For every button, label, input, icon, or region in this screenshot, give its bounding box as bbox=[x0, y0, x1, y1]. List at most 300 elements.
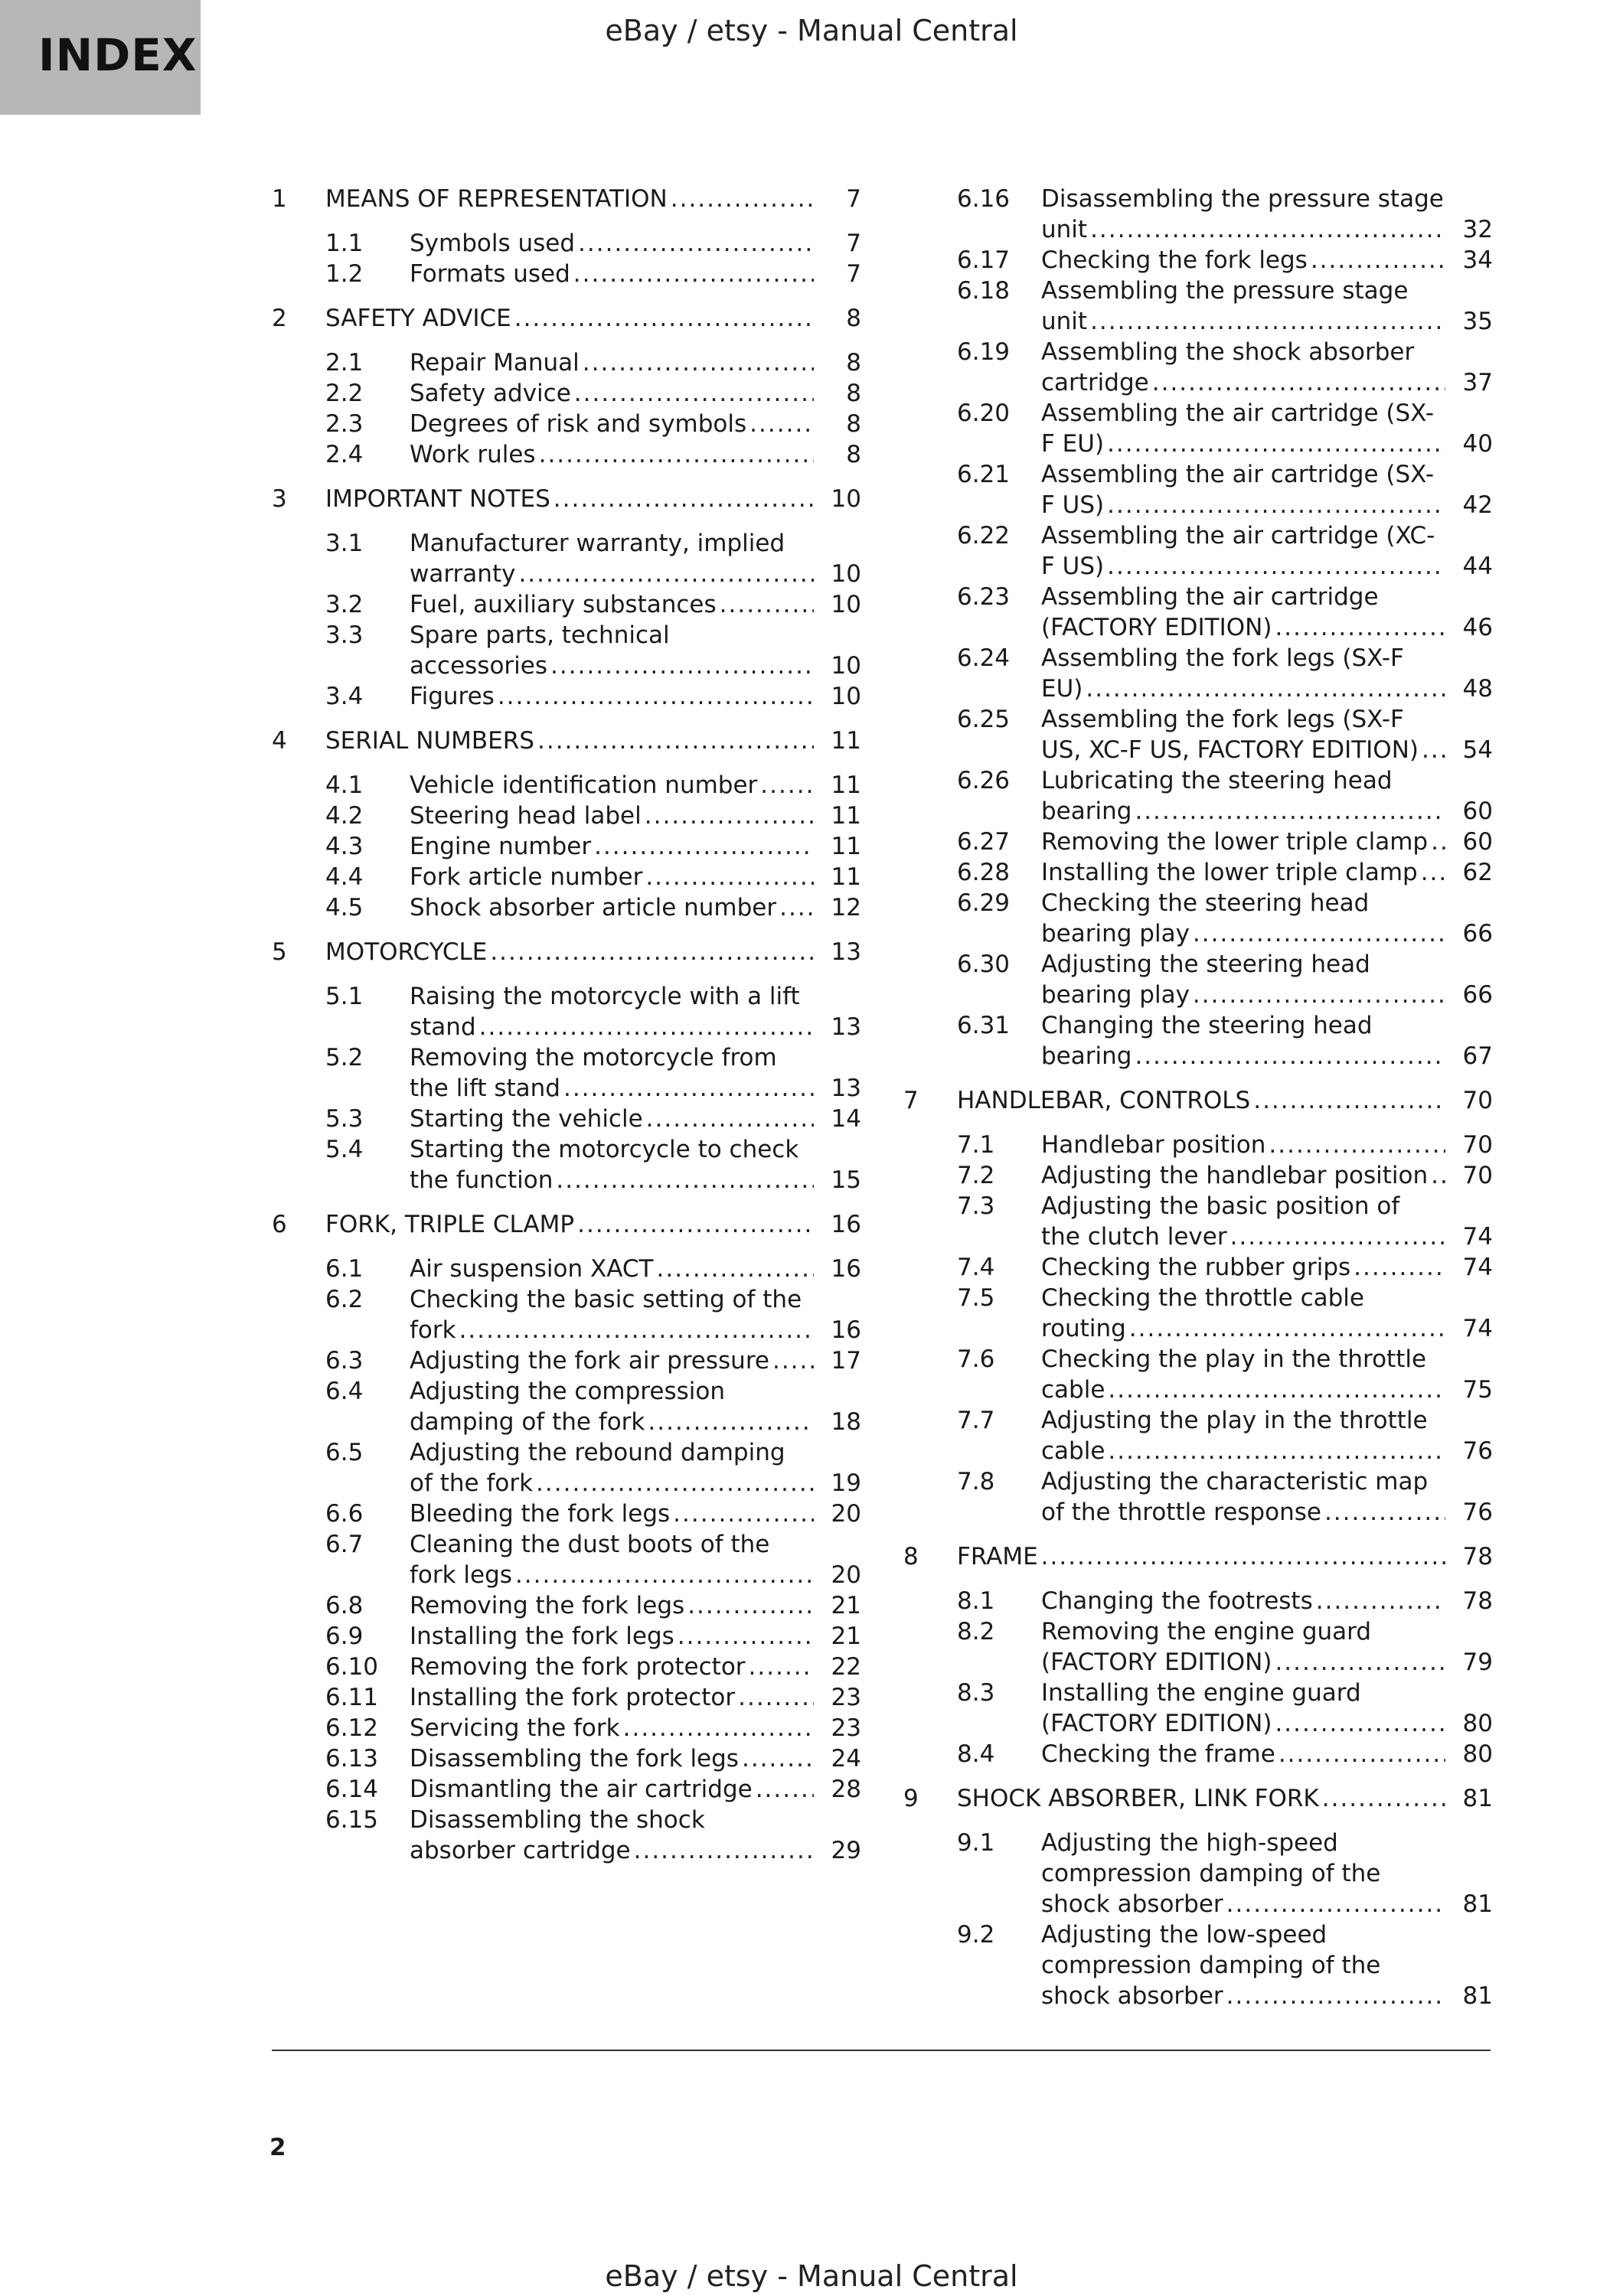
toc-chapter bbox=[903, 1541, 1493, 1769]
toc-section-number: 6.23 bbox=[957, 583, 1011, 611]
toc-section-row bbox=[272, 1590, 861, 1621]
toc-section-number: 5.4 bbox=[325, 1136, 364, 1163]
toc-section-title: Removing the lower triple clamp bbox=[1041, 828, 1429, 856]
toc-chapter-title: HANDLEBAR, CONTROLS bbox=[957, 1087, 1251, 1114]
toc-section-row bbox=[903, 949, 1493, 1010]
toc-chapter bbox=[272, 1209, 861, 1866]
toc-section-title: Figures bbox=[410, 683, 495, 710]
toc-section-title: Installing the fork legs bbox=[410, 1623, 674, 1650]
toc-section-title: Assembling the pressure stage unit bbox=[1041, 277, 1409, 335]
toc-section-row bbox=[903, 1678, 1493, 1739]
toc-chapter-title: IMPORTANT NOTES bbox=[325, 485, 550, 513]
toc-section-number: 9.1 bbox=[957, 1829, 995, 1857]
toc-chapter-page: 16 bbox=[831, 1211, 861, 1238]
toc-section-title: Raising the motorcycle with a lift stand bbox=[410, 983, 800, 1041]
toc-chapter-title: MEANS OF REPRESENTATION bbox=[325, 185, 668, 213]
toc-section-title: Servicing the fork bbox=[410, 1714, 620, 1742]
toc-section-entry[interactable] bbox=[410, 259, 861, 289]
toc-section-entry[interactable] bbox=[410, 1682, 861, 1713]
toc-section-entry[interactable] bbox=[1041, 857, 1493, 888]
toc-section-number: 7.1 bbox=[957, 1131, 995, 1159]
toc-section-entry[interactable] bbox=[1041, 1252, 1493, 1283]
toc-section-page: 76 bbox=[1462, 1437, 1493, 1465]
toc-section-page: 20 bbox=[831, 1500, 861, 1528]
toc-section-number: 2.1 bbox=[325, 349, 364, 377]
toc-chapter-heading bbox=[272, 726, 861, 756]
toc-chapter-heading bbox=[272, 184, 861, 214]
toc-section-number: 7.5 bbox=[957, 1284, 995, 1312]
toc-chapter-number: 2 bbox=[272, 305, 287, 332]
toc-section-entry[interactable] bbox=[410, 1042, 861, 1104]
toc-section-title: Manufacturer warranty, implied warranty bbox=[410, 530, 785, 588]
toc-section-entry[interactable] bbox=[410, 1376, 861, 1437]
toc-chapter-page: 10 bbox=[831, 485, 861, 513]
toc-section-number: 6.3 bbox=[325, 1347, 364, 1375]
toc-section-entry[interactable] bbox=[1041, 1828, 1493, 1919]
toc-section-row bbox=[272, 831, 861, 862]
toc-section-number: 6.7 bbox=[325, 1531, 364, 1558]
toc-section-row bbox=[272, 1652, 861, 1682]
toc-section-entry[interactable] bbox=[1041, 1616, 1493, 1678]
toc-section-entry[interactable] bbox=[1041, 1283, 1493, 1344]
toc-chapter-page: 11 bbox=[831, 727, 861, 755]
toc-section-title: Adjusting the handlebar position bbox=[1041, 1162, 1429, 1189]
toc-section-page: 13 bbox=[831, 1075, 861, 1102]
toc-section-page: 11 bbox=[831, 771, 861, 799]
toc-section-title: Checking the rubber grips bbox=[1041, 1254, 1351, 1281]
footer-divider bbox=[272, 2050, 1491, 2051]
toc-section-row bbox=[903, 1160, 1493, 1191]
toc-section-title: Assembling the shock absorber cartridge bbox=[1041, 338, 1415, 396]
toc-section-page: 11 bbox=[831, 833, 861, 860]
toc-section-entry[interactable] bbox=[1041, 1010, 1493, 1071]
toc-chapter-page: 13 bbox=[831, 938, 861, 966]
toc-section-entry[interactable] bbox=[1041, 1919, 1493, 2011]
toc-section-number: 6.30 bbox=[957, 951, 1011, 978]
toc-section-entry[interactable] bbox=[1041, 459, 1493, 520]
toc-section-title: Removing the fork protector bbox=[410, 1653, 746, 1681]
toc-section-row bbox=[272, 1042, 861, 1104]
toc-section-number: 6.15 bbox=[325, 1806, 379, 1834]
toc-chapter bbox=[272, 184, 861, 289]
toc-section-number: 4.3 bbox=[325, 833, 364, 860]
toc-section-page: 46 bbox=[1462, 614, 1493, 641]
toc-section-entry[interactable] bbox=[410, 347, 861, 378]
toc-chapter-entry[interactable] bbox=[325, 726, 861, 756]
toc-section-entry[interactable] bbox=[410, 981, 861, 1042]
toc-section-title: Vehicle identification number bbox=[410, 771, 758, 799]
toc-chapter-number: 8 bbox=[903, 1543, 919, 1570]
toc-chapter bbox=[272, 303, 861, 470]
toc-section-number: 2.2 bbox=[325, 380, 364, 407]
toc-section-title: Adjusting the rebound damping of the fork bbox=[410, 1439, 785, 1497]
toc-section-entry[interactable] bbox=[410, 1499, 861, 1529]
toc-section-number: 6.12 bbox=[325, 1714, 379, 1742]
toc-chapter bbox=[903, 184, 1493, 1071]
toc-section-row bbox=[903, 398, 1493, 459]
toc-section-page: 22 bbox=[831, 1653, 861, 1681]
toc-section-entry[interactable] bbox=[410, 1652, 861, 1682]
toc-section-entry[interactable] bbox=[410, 1345, 861, 1376]
toc-section-entry[interactable] bbox=[410, 1134, 861, 1195]
toc-chapter bbox=[272, 726, 861, 923]
toc-section-entry[interactable] bbox=[1041, 949, 1493, 1010]
toc-section-number: 6.26 bbox=[957, 767, 1011, 794]
toc-section-entry[interactable] bbox=[1041, 765, 1493, 827]
toc-section-entry[interactable] bbox=[1041, 827, 1493, 857]
toc-section-number: 6.27 bbox=[957, 828, 1011, 856]
toc-section-page: 80 bbox=[1462, 1710, 1493, 1737]
toc-section-entry[interactable] bbox=[410, 1774, 861, 1805]
toc-section-entry[interactable] bbox=[410, 589, 861, 620]
toc-section-row bbox=[272, 439, 861, 470]
toc-section-title: Changing the steering head bearing bbox=[1041, 1012, 1373, 1070]
toc-section-entry[interactable] bbox=[410, 228, 861, 259]
toc-section-page: 34 bbox=[1462, 246, 1493, 274]
toc-section-title: Symbols used bbox=[410, 230, 576, 257]
toc-section-title: Steering head label bbox=[410, 802, 642, 830]
toc-chapter-entry[interactable] bbox=[957, 1783, 1493, 1814]
toc-chapter-title: FORK, TRIPLE CLAMP bbox=[325, 1211, 575, 1238]
toc-section-title: Installing the engine guard (FACTORY EDITION) bbox=[1041, 1679, 1361, 1737]
toc-section-title: Shock absorber article number bbox=[410, 894, 777, 921]
toc-section-number: 6.4 bbox=[325, 1378, 364, 1405]
toc-chapter bbox=[903, 1783, 1493, 2011]
toc-section-entry[interactable] bbox=[1041, 245, 1493, 276]
toc-section-entry[interactable] bbox=[410, 1590, 861, 1621]
toc-section-entry[interactable] bbox=[410, 1104, 861, 1134]
toc-section-title: Checking the steering head bearing play bbox=[1041, 889, 1370, 947]
toc-section-entry[interactable] bbox=[410, 892, 861, 923]
toc-section-title: Assembling the air cartridge (FACTORY EDITION) bbox=[1041, 583, 1379, 641]
toc-section-entry[interactable] bbox=[410, 528, 861, 589]
toc-chapter-entry[interactable] bbox=[957, 1085, 1493, 1116]
toc-section-title: Adjusting the steering head bearing play bbox=[1041, 951, 1370, 1009]
toc-section-number: 6.17 bbox=[957, 246, 1011, 274]
toc-section-number: 1.2 bbox=[325, 260, 364, 288]
toc-section-entry[interactable] bbox=[410, 409, 861, 439]
toc-section-number: 6.9 bbox=[325, 1623, 364, 1650]
toc-chapter-heading bbox=[903, 1085, 1493, 1116]
toc-section-title: Work rules bbox=[410, 441, 536, 468]
toc-section-entry[interactable] bbox=[410, 620, 861, 681]
toc-chapter-heading bbox=[272, 937, 861, 967]
toc-section-row bbox=[903, 276, 1493, 337]
toc-section-number: 4.1 bbox=[325, 771, 364, 799]
toc-section-page: 78 bbox=[1462, 1587, 1493, 1615]
toc-section-page: 75 bbox=[1462, 1376, 1493, 1404]
toc-chapter-page: 70 bbox=[1462, 1087, 1493, 1114]
toc-chapter-number: 4 bbox=[272, 727, 287, 755]
toc-section-title: Changing the footrests bbox=[1041, 1587, 1313, 1615]
toc-section-title: Starting the motorcycle to check the function bbox=[410, 1136, 799, 1194]
toc-section-row bbox=[272, 1134, 861, 1195]
toc-section-title: Adjusting the play in the throttle cable bbox=[1041, 1407, 1428, 1465]
toc-section-row bbox=[272, 1376, 861, 1437]
toc-section-page: 24 bbox=[831, 1745, 861, 1773]
toc-section-row bbox=[903, 765, 1493, 827]
toc-section-row bbox=[272, 1774, 861, 1805]
toc-column-right bbox=[903, 184, 1493, 2011]
toc-chapter bbox=[272, 937, 861, 1195]
toc-chapter-page: 8 bbox=[846, 305, 861, 332]
toc-section-number: 7.2 bbox=[957, 1162, 995, 1189]
toc-chapter-page: 81 bbox=[1462, 1785, 1493, 1812]
footer-watermark: eBay / etsy - Manual Central bbox=[605, 2259, 1018, 2293]
toc-section-number: 6.6 bbox=[325, 1500, 364, 1528]
toc-section-row bbox=[903, 857, 1493, 888]
toc-section-number: 6.1 bbox=[325, 1255, 364, 1283]
toc-section-title: Removing the motorcycle from the lift stand bbox=[410, 1044, 777, 1102]
toc-section-number: 5.2 bbox=[325, 1044, 364, 1071]
toc-section-title: Checking the throttle cable routing bbox=[1041, 1284, 1364, 1342]
toc-section-number: 6.8 bbox=[325, 1592, 364, 1619]
toc-section-row bbox=[272, 1805, 861, 1866]
toc-section-title: Removing the fork legs bbox=[410, 1592, 685, 1619]
toc-chapter-page: 78 bbox=[1462, 1543, 1493, 1570]
toc-section-title: Disassembling the pressure stage unit bbox=[1041, 185, 1444, 243]
toc-section-entry[interactable] bbox=[1041, 582, 1493, 643]
toc-chapter-entry[interactable] bbox=[325, 303, 861, 334]
toc-section-page: 48 bbox=[1462, 675, 1493, 703]
toc-section-row bbox=[272, 589, 861, 620]
toc-chapter-entry[interactable] bbox=[325, 484, 861, 514]
toc-section-page: 18 bbox=[831, 1408, 861, 1436]
toc-section-row bbox=[272, 1254, 861, 1284]
toc-chapter-number: 3 bbox=[272, 485, 287, 513]
toc-section-number: 3.1 bbox=[325, 530, 364, 557]
toc-section-title: Bleeding the fork legs bbox=[410, 1500, 671, 1528]
toc-chapter-title: SAFETY ADVICE bbox=[325, 305, 511, 332]
toc-section-page: 23 bbox=[831, 1714, 861, 1742]
toc-section-row bbox=[272, 981, 861, 1042]
toc-section-page: 8 bbox=[846, 410, 861, 438]
toc-section-number: 6.25 bbox=[957, 706, 1011, 733]
toc-section-number: 4.4 bbox=[325, 863, 364, 891]
toc-section-entry[interactable] bbox=[1041, 276, 1493, 337]
toc-section-entry[interactable] bbox=[1041, 704, 1493, 765]
toc-section-row bbox=[903, 1919, 1493, 2011]
toc-section-row bbox=[903, 1344, 1493, 1405]
toc-section-entry[interactable] bbox=[1041, 888, 1493, 949]
toc-section-entry[interactable] bbox=[1041, 1405, 1493, 1466]
toc-chapter-number: 7 bbox=[903, 1087, 919, 1114]
toc-section-row bbox=[272, 620, 861, 681]
toc-section-entry[interactable] bbox=[1041, 184, 1493, 245]
toc-section-entry[interactable] bbox=[410, 1284, 861, 1345]
toc-section-row bbox=[272, 378, 861, 409]
toc-section-row bbox=[903, 704, 1493, 765]
toc-section-row bbox=[903, 1130, 1493, 1160]
toc-chapter-title: SERIAL NUMBERS bbox=[325, 727, 534, 755]
toc-section-entry[interactable] bbox=[1041, 1466, 1493, 1528]
toc-section-title: Installing the fork protector bbox=[410, 1684, 736, 1711]
toc-section-number: 6.20 bbox=[957, 400, 1011, 427]
toc-section-row bbox=[272, 862, 861, 892]
toc-section-number: 3.3 bbox=[325, 621, 364, 649]
toc-section-page: 74 bbox=[1462, 1315, 1493, 1342]
toc-section-page: 67 bbox=[1462, 1042, 1493, 1070]
toc-section-page: 8 bbox=[846, 441, 861, 468]
toc-section-title: Fork article number bbox=[410, 863, 643, 891]
toc-section-page: 74 bbox=[1462, 1223, 1493, 1251]
toc-section-row bbox=[272, 528, 861, 589]
toc-section-number: 2.3 bbox=[325, 410, 364, 438]
toc-section-row bbox=[903, 643, 1493, 704]
toc-section-entry[interactable] bbox=[1041, 1586, 1493, 1616]
toc-section-row bbox=[272, 1743, 861, 1774]
toc-section-title: Safety advice bbox=[410, 380, 571, 407]
toc-section-page: 15 bbox=[831, 1166, 861, 1194]
toc-section-entry[interactable] bbox=[410, 681, 861, 712]
toc-section-row bbox=[903, 1405, 1493, 1466]
toc-section-page: 7 bbox=[846, 260, 861, 288]
toc-chapter-number: 6 bbox=[272, 1211, 287, 1238]
toc-section-title: Assembling the air cartridge (SX-F EU) bbox=[1041, 400, 1435, 458]
toc-section-page: 11 bbox=[831, 802, 861, 830]
toc-section-title: Checking the frame bbox=[1041, 1740, 1275, 1768]
toc-section-page: 8 bbox=[846, 380, 861, 407]
toc-section-number: 6.18 bbox=[957, 277, 1011, 305]
toc-section-entry[interactable] bbox=[410, 770, 861, 801]
toc-section-row bbox=[272, 228, 861, 259]
toc-section-entry[interactable] bbox=[410, 1529, 861, 1590]
toc-section-entry[interactable] bbox=[1041, 1344, 1493, 1405]
toc-section-number: 4.2 bbox=[325, 802, 364, 830]
toc-section-entry[interactable] bbox=[1041, 1130, 1493, 1160]
toc-section-entry[interactable] bbox=[1041, 1739, 1493, 1769]
toc-section-page: 66 bbox=[1462, 981, 1493, 1009]
toc-section-number: 7.4 bbox=[957, 1254, 995, 1281]
toc-section-number: 6.31 bbox=[957, 1012, 1011, 1039]
toc-section-page: 70 bbox=[1462, 1162, 1493, 1189]
toc-section-number: 6.13 bbox=[325, 1745, 379, 1773]
toc-section-title: Starting the vehicle bbox=[410, 1105, 643, 1133]
toc-section-entry[interactable] bbox=[1041, 1160, 1493, 1191]
toc-chapter-heading bbox=[272, 303, 861, 334]
toc-section-row bbox=[272, 1437, 861, 1499]
toc-section-number: 7.8 bbox=[957, 1468, 995, 1495]
toc-section-page: 14 bbox=[831, 1105, 861, 1133]
toc-section-title: Checking the fork legs bbox=[1041, 246, 1308, 274]
toc-chapter-heading bbox=[903, 1783, 1493, 1814]
toc-section-title: Lubricating the steering head bearing bbox=[1041, 767, 1393, 825]
toc-chapter-entry[interactable] bbox=[957, 1541, 1493, 1572]
toc-section-row bbox=[272, 259, 861, 289]
toc-section-entry[interactable] bbox=[410, 862, 861, 892]
toc-section-entry[interactable] bbox=[410, 1621, 861, 1652]
toc-section-row bbox=[272, 1621, 861, 1652]
toc-section-row bbox=[903, 827, 1493, 857]
toc-section-title: Fuel, auxiliary substances bbox=[410, 591, 717, 618]
toc-section-number: 7.7 bbox=[957, 1407, 995, 1434]
toc-section-number: 8.3 bbox=[957, 1679, 995, 1707]
toc-section-entry[interactable] bbox=[410, 1254, 861, 1284]
toc-section-row bbox=[903, 1616, 1493, 1678]
toc-section-entry[interactable] bbox=[1041, 398, 1493, 459]
toc-section-entry[interactable] bbox=[410, 1805, 861, 1866]
toc-section-title: Adjusting the characteristic map of the throttle response bbox=[1041, 1468, 1429, 1526]
toc-section-row bbox=[903, 1010, 1493, 1071]
toc-section-page: 42 bbox=[1462, 491, 1493, 519]
toc-section-entry[interactable] bbox=[410, 1437, 861, 1499]
toc-section-entry[interactable] bbox=[1041, 1678, 1493, 1739]
toc-section-page: 62 bbox=[1462, 859, 1493, 886]
toc-section-page: 16 bbox=[831, 1316, 861, 1344]
toc-section-entry[interactable] bbox=[410, 1713, 861, 1743]
toc-section-number: 6.22 bbox=[957, 522, 1011, 550]
toc-section-row bbox=[272, 409, 861, 439]
toc-section-title: Adjusting the fork air pressure bbox=[410, 1347, 769, 1375]
toc-section-page: 20 bbox=[831, 1561, 861, 1589]
toc-section-title: Removing the engine guard (FACTORY EDITION) bbox=[1041, 1618, 1372, 1676]
toc-section-page: 35 bbox=[1462, 308, 1493, 335]
toc-section-entry[interactable] bbox=[410, 378, 861, 409]
toc-section-page: 44 bbox=[1462, 553, 1493, 580]
toc-section-title: Adjusting the compression damping of the fork bbox=[410, 1378, 725, 1436]
toc-section-title: Assembling the fork legs (SX-F US, XC-F US, FACTORY EDITION) bbox=[1041, 706, 1419, 764]
toc-section-page: 70 bbox=[1462, 1131, 1493, 1159]
toc-section-entry[interactable] bbox=[410, 801, 861, 831]
toc-section-page: 80 bbox=[1462, 1740, 1493, 1768]
toc-section-page: 66 bbox=[1462, 920, 1493, 947]
toc-chapter-title: MOTORCYCLE bbox=[325, 938, 488, 966]
toc-chapter bbox=[272, 484, 861, 712]
page-number: 2 bbox=[269, 2134, 286, 2161]
toc-section-number: 6.16 bbox=[957, 185, 1011, 213]
toc-section-row bbox=[903, 1252, 1493, 1283]
toc-section-title: Cleaning the dust boots of the fork legs bbox=[410, 1531, 770, 1589]
header-watermark: eBay / etsy - Manual Central bbox=[605, 14, 1018, 47]
toc-section-entry[interactable] bbox=[1041, 643, 1493, 704]
toc-section-row bbox=[903, 1586, 1493, 1616]
toc-section-page: 29 bbox=[831, 1837, 861, 1864]
toc-section-row bbox=[903, 520, 1493, 582]
toc-section-page: 79 bbox=[1462, 1649, 1493, 1676]
toc-section-page: 74 bbox=[1462, 1254, 1493, 1281]
toc-section-page: 28 bbox=[831, 1776, 861, 1803]
toc-section-number: 6.24 bbox=[957, 644, 1011, 672]
toc-section-entry[interactable] bbox=[1041, 337, 1493, 398]
toc-section-page: 10 bbox=[831, 560, 861, 588]
toc-section-number: 4.5 bbox=[325, 894, 364, 921]
toc-section-entry[interactable] bbox=[410, 831, 861, 862]
toc-section-title: Formats used bbox=[410, 260, 570, 288]
toc-section-entry[interactable] bbox=[410, 1743, 861, 1774]
toc-section-number: 9.2 bbox=[957, 1921, 995, 1949]
toc-section-row bbox=[272, 1499, 861, 1529]
toc-chapter-heading bbox=[272, 484, 861, 514]
toc-section-number: 6.10 bbox=[325, 1653, 379, 1681]
toc-section-entry[interactable] bbox=[410, 439, 861, 470]
toc-chapter-heading bbox=[903, 1541, 1493, 1572]
toc-section-page: 60 bbox=[1462, 797, 1493, 825]
toc-section-page: 13 bbox=[831, 1013, 861, 1041]
toc-section-entry[interactable] bbox=[1041, 520, 1493, 582]
toc-section-row bbox=[272, 1104, 861, 1134]
toc-section-title: Air suspension XACT bbox=[410, 1255, 654, 1283]
toc-section-row bbox=[272, 1345, 861, 1376]
index-tab-label: INDEX bbox=[38, 29, 198, 81]
toc-section-page: 16 bbox=[831, 1255, 861, 1283]
toc-chapter-entry[interactable] bbox=[325, 1209, 861, 1240]
toc-section-entry[interactable] bbox=[1041, 1191, 1493, 1252]
toc-section-number: 6.28 bbox=[957, 859, 1011, 886]
toc-chapter-entry[interactable] bbox=[325, 184, 861, 214]
toc-chapter bbox=[903, 1085, 1493, 1528]
toc-chapter-entry[interactable] bbox=[325, 937, 861, 967]
toc-section-title: Degrees of risk and symbols bbox=[410, 410, 747, 438]
